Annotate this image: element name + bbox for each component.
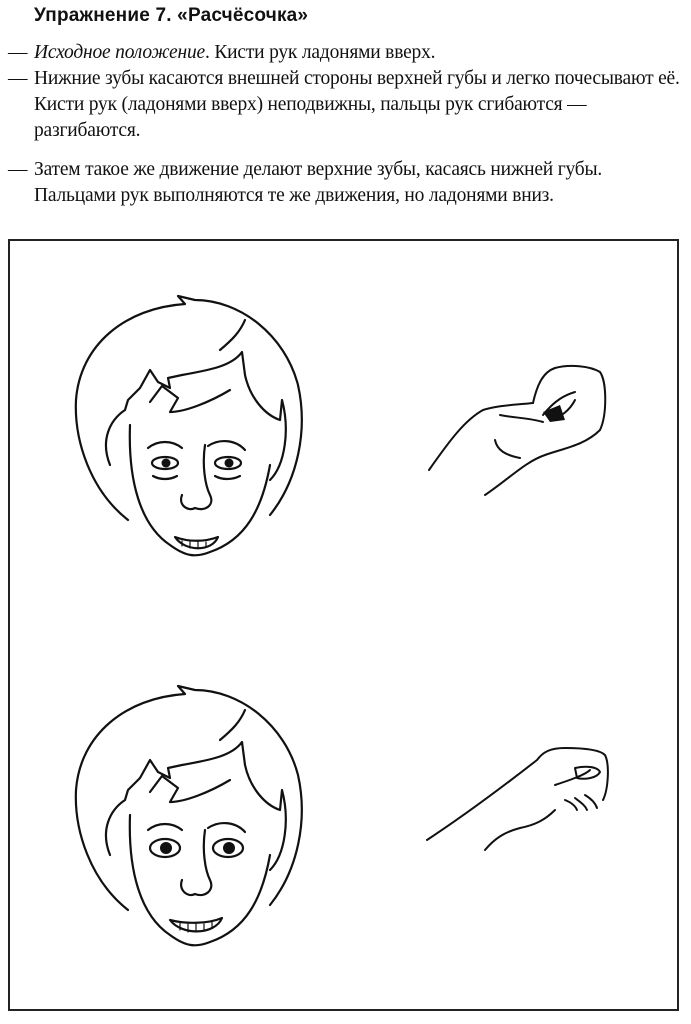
hand-palm-up-icon: [425, 360, 615, 495]
instruction-upper-teeth: [8, 157, 688, 209]
instruction-text: Нижние зубы касаются внешней стороны верхней губы и легко почесывают её. Кисти рук (ладонями вверх) неподвижны, пальцы рук сгибаются — разгибаются.: [34, 68, 680, 141]
child-face-icon-bottom: [70, 680, 310, 950]
exercise-title: Упражнение 7. «Расчёсочка»: [34, 5, 309, 26]
instruction-text: . Кисти рук ладонями вверх.: [205, 42, 436, 63]
instruction-lead-italic: Исходное положение: [34, 42, 205, 63]
instruction-lower-teeth: [8, 66, 688, 144]
bullet-dash: —: [8, 159, 28, 180]
bullet-dash: —: [8, 42, 28, 63]
instruction-text: Затем такое же движение делают верхние зубы, касаясь нижней губы. Пальцами рук выполняются те же движения, но ладонями вниз.: [34, 159, 603, 206]
instruction-starting-position: [8, 40, 688, 66]
bullet-dash: —: [8, 68, 28, 89]
hand-palm-down-icon: [425, 740, 615, 850]
child-face-icon-top: [70, 290, 310, 560]
